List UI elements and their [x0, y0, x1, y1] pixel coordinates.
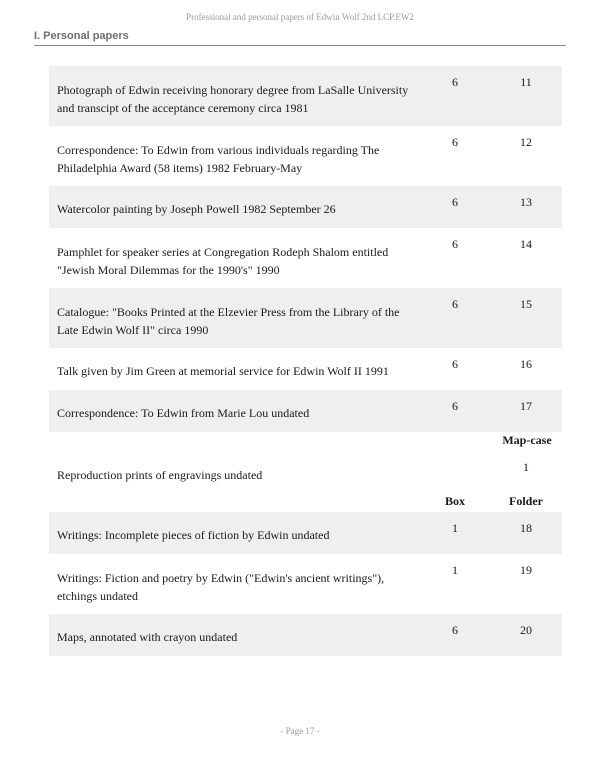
folder-number: 18: [520, 521, 532, 535]
item-description: Correspondence: To Edwin from various individuals regarding The Philadelphia Award (58 items) 1982 February-May: [57, 143, 380, 175]
table-row: [49, 228, 562, 288]
map-case-row: [49, 432, 562, 512]
section-title: I. Personal papers: [34, 30, 129, 42]
item-description: Correspondence: To Edwin from Marie Lou undated: [57, 406, 310, 420]
box-number: 6: [452, 623, 458, 637]
item-description: Photograph of Edwin receiving honorary degree from LaSalle University and transcipt of the acceptance ceremony circa 1981: [57, 83, 409, 115]
box-number: 1: [452, 521, 458, 535]
folder-number: 16: [520, 357, 532, 371]
item-description: Catalogue: "Books Printed at the Elzevier Press from the Library of the Late Edwin Wolf II" circa 1990: [57, 305, 400, 337]
folder-number: 20: [520, 623, 532, 637]
running-header: Professional and personal papers of Edwin Wolf 2nd LCP.EW2: [186, 12, 414, 22]
box-number: 6: [452, 297, 458, 311]
box-number: 6: [452, 237, 458, 251]
item-description: Pamphlet for speaker series at Congregation Rodeph Shalom entitled "Jewish Moral Dilemmas for the 1990's" 1990: [57, 245, 389, 277]
table-row: [49, 288, 562, 348]
folder-number: 19: [520, 563, 532, 577]
container-list-table: [49, 66, 562, 656]
item-description: Writings: Fiction and poetry by Edwin ("Edwin's ancient writings"), etchings undated: [57, 571, 385, 603]
box-number: 1: [452, 563, 458, 577]
map-case-header: Map-case: [502, 433, 552, 447]
table-row: [49, 512, 562, 554]
folder-number: 12: [520, 135, 532, 149]
box-number: 6: [452, 357, 458, 371]
box-number: 6: [452, 399, 458, 413]
folder-number: 13: [520, 195, 532, 209]
table-row: [49, 554, 562, 614]
box-number: 6: [452, 75, 458, 89]
item-description: Talk given by Jim Green at memorial service for Edwin Wolf II 1991: [57, 364, 389, 378]
table-row: [49, 390, 562, 432]
item-description: Watercolor painting by Joseph Powell 1982 September 26: [57, 202, 336, 216]
map-case-number: 1: [523, 460, 529, 474]
table-row: [49, 348, 562, 390]
section-divider: [34, 45, 566, 46]
page-number: - Page 17 -: [280, 726, 320, 736]
table-row: [49, 186, 562, 228]
table-row: [49, 66, 562, 126]
item-description: Maps, annotated with crayon undated: [57, 630, 238, 644]
table-row: [49, 614, 562, 656]
box-column-header: Box: [444, 494, 465, 508]
item-description: Reproduction prints of engravings undated: [57, 468, 263, 482]
item-description: Writings: Incomplete pieces of fiction by Edwin undated: [57, 528, 330, 542]
folder-column-header: Folder: [509, 494, 543, 508]
folder-number: 11: [520, 75, 532, 89]
box-number: 6: [452, 135, 458, 149]
folder-number: 15: [520, 297, 532, 311]
folder-number: 17: [520, 399, 532, 413]
folder-number: 14: [520, 237, 532, 251]
table-row: [49, 126, 562, 186]
box-number: 6: [452, 195, 458, 209]
